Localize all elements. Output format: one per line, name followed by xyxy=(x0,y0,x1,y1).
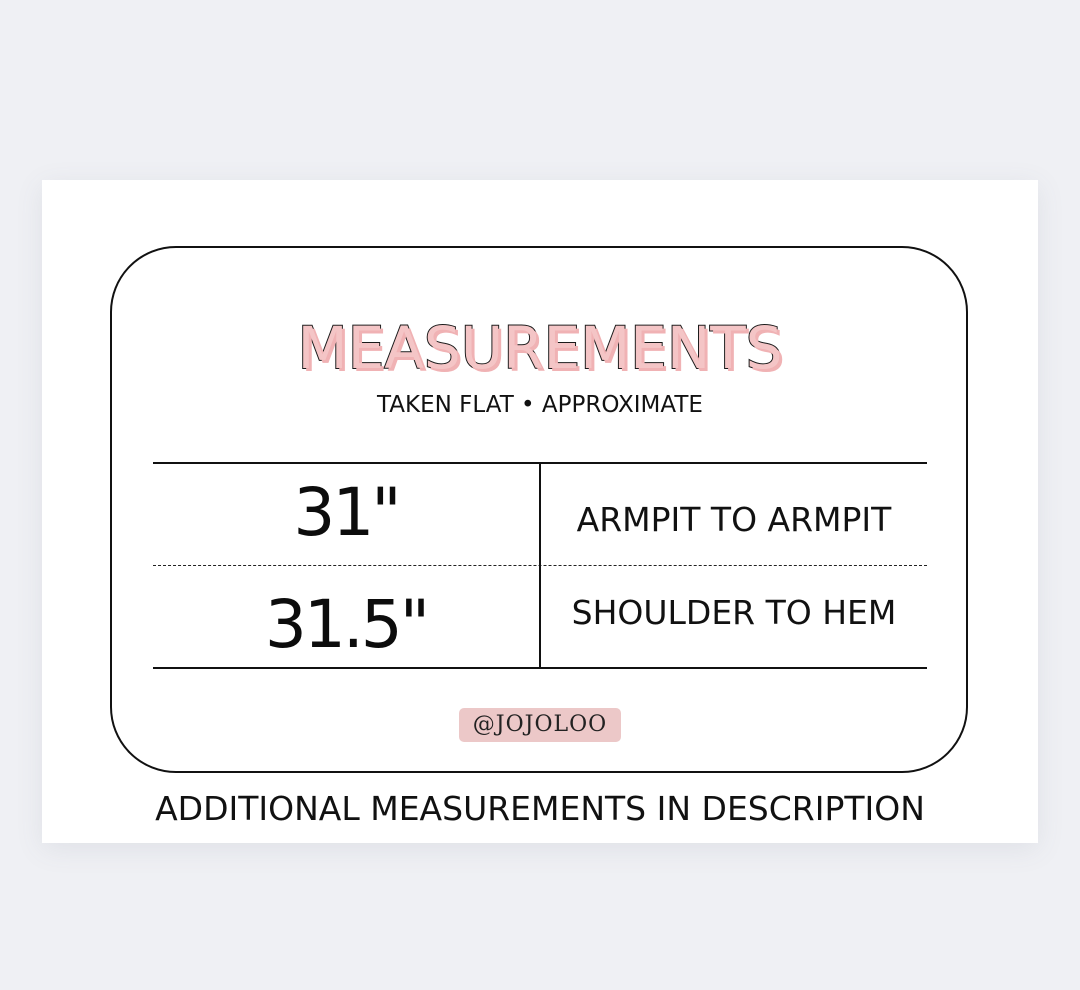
footer-note: ADDITIONAL MEASUREMENTS IN DESCRIPTION xyxy=(155,789,925,828)
handle-tag: @JOJOLOO xyxy=(459,708,621,742)
measurement-card xyxy=(42,180,1038,843)
measurement-value-armpit: 31" xyxy=(293,474,399,551)
measurement-value-length: 31.5" xyxy=(264,586,428,663)
card-subtitle: TAKEN FLAT • APPROXIMATE xyxy=(377,392,703,418)
column-divider xyxy=(539,463,541,668)
card-title: MEASUREMENTS xyxy=(297,314,783,382)
measurement-label-length: SHOULDER TO HEM xyxy=(571,593,897,632)
measurement-label-armpit: ARMPIT TO ARMPIT xyxy=(576,500,892,539)
